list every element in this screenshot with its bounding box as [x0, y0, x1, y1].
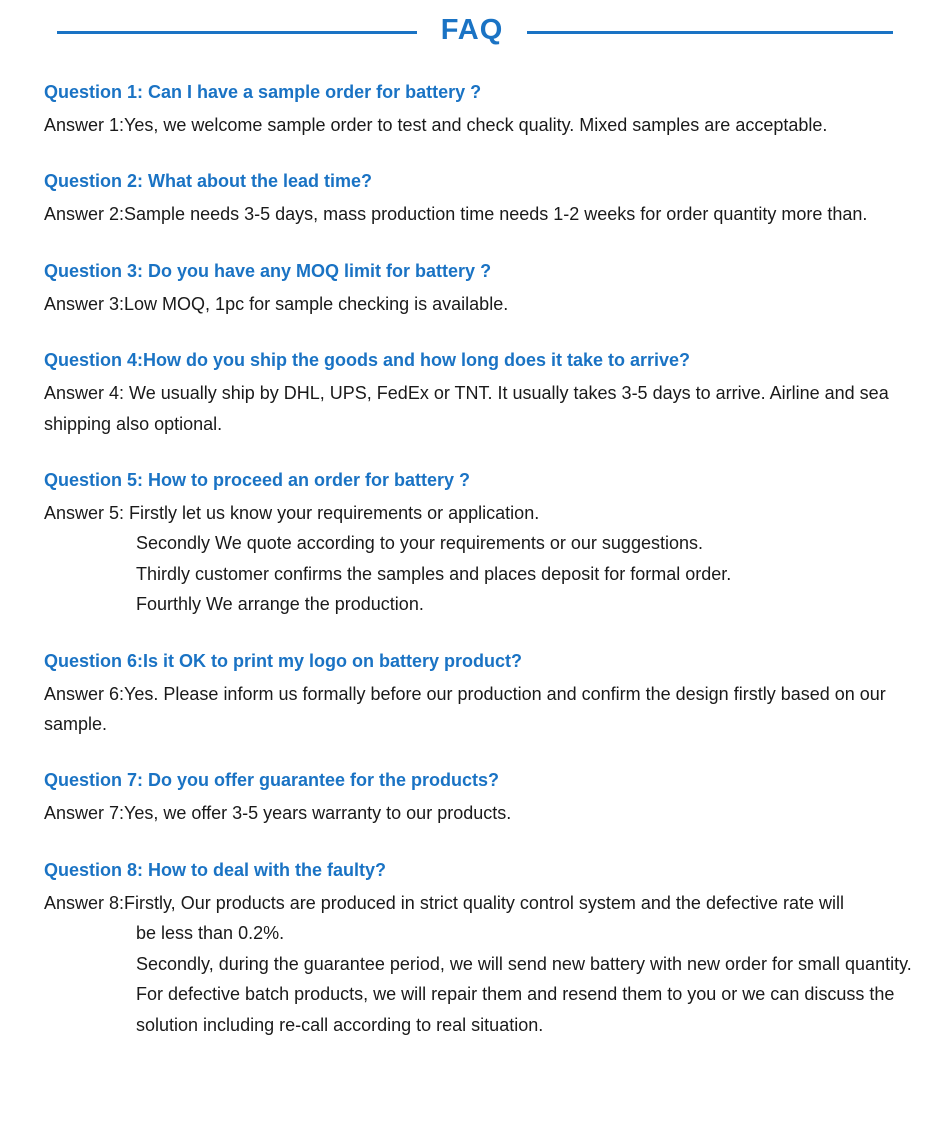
- faq-answer-text: Answer 6:Yes. Please inform us formally before our production and confirm the design firstly based on our sample.: [44, 683, 886, 735]
- faq-question: Question 8: How to deal with the faulty?: [44, 859, 387, 880]
- faq-answer: [44, 378, 924, 439]
- faq-item: [44, 259, 924, 319]
- faq-item: [44, 768, 924, 828]
- header-divider-right: [527, 31, 893, 34]
- faq-header: [0, 12, 950, 54]
- header-divider-left: [57, 31, 417, 34]
- page-title: FAQ: [440, 14, 504, 46]
- faq-answer: [44, 679, 924, 740]
- faq-item: [44, 468, 924, 620]
- faq-answer-text: Answer 3:Low MOQ, 1pc for sample checking is available.: [44, 293, 509, 314]
- faq-answer-text: Answer 8:Firstly, Our products are produced in strict quality control system and the defective rate will: [44, 892, 844, 913]
- faq-answer: [44, 199, 924, 229]
- faq-answer-text: Answer 7:Yes, we offer 3-5 years warranty to our products.: [44, 803, 512, 824]
- faq-item: [44, 80, 924, 140]
- faq-question: Question 3: Do you have any MOQ limit for battery ?: [44, 260, 492, 281]
- faq-answer-text: Answer 5: Firstly let us know your requirements or application.: [44, 503, 540, 524]
- faq-answer-text: Answer 1:Yes, we welcome sample order to test and check quality. Mixed samples are acceptable.: [44, 115, 828, 135]
- faq-answer-continued-line: Fourthly We arrange the production.: [136, 594, 424, 615]
- faq-item: [44, 348, 924, 439]
- faq-answer: [44, 289, 924, 319]
- faq-question: Question 7: Do you offer guarantee for the products?: [44, 770, 500, 791]
- faq-answer: [44, 110, 924, 140]
- faq-answer-continued-line: Secondly We quote according to your requirements or our suggestions.: [136, 533, 703, 554]
- faq-answer: [44, 888, 924, 1040]
- faq-answer-continued-line: be less than 0.2%.: [136, 923, 285, 944]
- faq-question: Question 5: How to proceed an order for battery ?: [44, 470, 471, 491]
- faq-item: [44, 649, 924, 740]
- faq-answer: [44, 798, 924, 828]
- faq-list: [44, 80, 924, 1069]
- faq-question: Question 1: Can I have a sample order for battery ?: [44, 82, 482, 102]
- faq-answer-text: Answer 4: We usually ship by DHL, UPS, FedEx or TNT. It usually takes 3-5 days to arrive. Airline and sea shipping also optional.: [44, 383, 889, 434]
- faq-question: Question 4:How do you ship the goods and how long does it take to arrive?: [44, 350, 691, 371]
- faq-answer: [44, 498, 924, 620]
- faq-answer-continued-line: Secondly, during the guarantee period, we will send new battery with new order for small quantity. For defective batch products, we will repair them and resend them to you or we can discuss the solution including re-call according to real situation.: [136, 953, 912, 1035]
- faq-question: Question 2: What about the lead time?: [44, 171, 373, 192]
- faq-item: [44, 858, 924, 1040]
- faq-question: Question 6:Is it OK to print my logo on battery product?: [44, 650, 523, 671]
- faq-item: [44, 169, 924, 229]
- faq-answer-text: Answer 2:Sample needs 3-5 days, mass production time needs 1-2 weeks for order quantity more than.: [44, 204, 868, 225]
- faq-answer-continued-line: Thirdly customer confirms the samples and places deposit for formal order.: [136, 563, 732, 584]
